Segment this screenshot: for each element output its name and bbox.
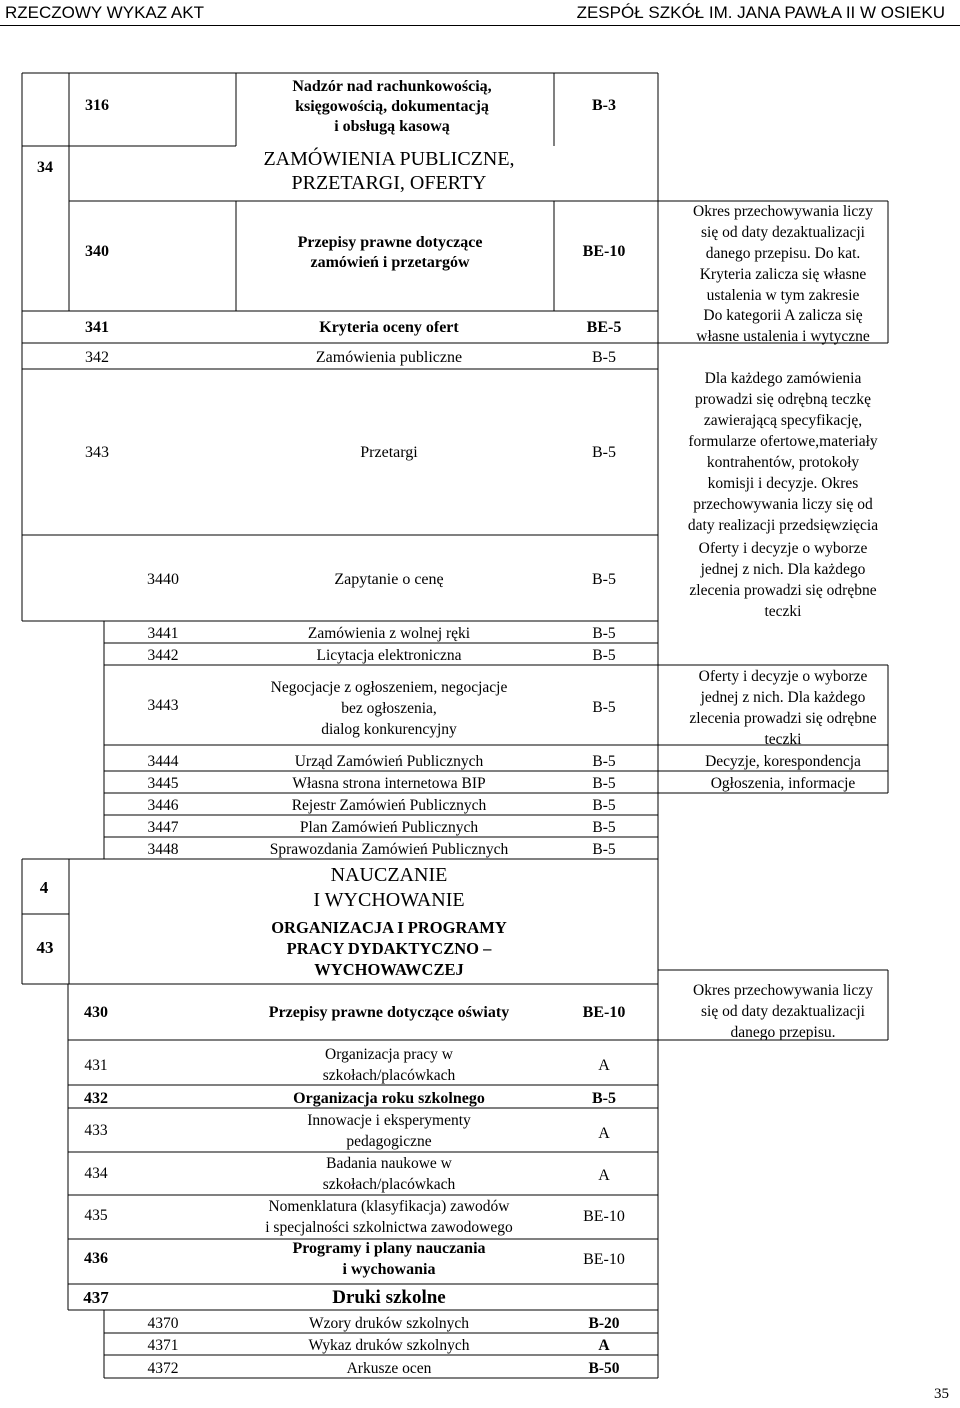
note-text xyxy=(693,203,873,304)
cell-line: Kryteria oceny ofert xyxy=(319,319,459,336)
item-number xyxy=(83,1288,109,1307)
item-number xyxy=(84,1090,108,1107)
cell-line: B-5 xyxy=(592,841,616,858)
note-text xyxy=(689,668,876,748)
cell-line: 3446 xyxy=(147,797,179,814)
category xyxy=(592,571,616,588)
cell-line: Zamówienia publiczne xyxy=(315,349,463,366)
cell-line: ORGANIZACJA I PROGRAMY xyxy=(271,918,507,937)
cell-line: Negocjacje z ogłoszeniem, negocjacje xyxy=(270,679,508,696)
header-right: ZESPÓŁ SZKÓŁ IM. JANA PAWŁA II W OSIEKU xyxy=(576,3,945,22)
item-number xyxy=(147,571,179,588)
cell-line: księgowością, dokumentacją xyxy=(295,98,489,115)
category xyxy=(592,625,616,642)
cell-line: 431 xyxy=(84,1057,108,1074)
cell-line: 3448 xyxy=(147,841,179,858)
cell-line: Organizacja roku szkolnego xyxy=(293,1090,485,1107)
cell-line: kontrahentów, protokoły xyxy=(706,454,860,471)
section-number xyxy=(37,159,53,176)
category xyxy=(589,1360,620,1377)
cell-line: 435 xyxy=(84,1207,108,1224)
cell-line: prowadzi się odrębną teczkę xyxy=(694,391,872,408)
cell-line: 3441 xyxy=(147,625,179,642)
category xyxy=(592,349,616,366)
cell-line: B-5 xyxy=(592,797,616,814)
item-title xyxy=(323,1155,456,1193)
item-number xyxy=(148,1337,179,1354)
item-title xyxy=(293,1090,485,1107)
cell-line: Arkusze ocen xyxy=(346,1360,432,1377)
category xyxy=(589,1315,620,1332)
cell-line: własne ustalenia i wytyczne xyxy=(696,328,870,345)
cell-line: I WYCHOWANIE xyxy=(313,889,465,911)
cell-line: B-5 xyxy=(592,571,616,588)
cell-line: zawierającą specyfikację, xyxy=(703,412,863,429)
cell-line: danego przepisu. Do kat. xyxy=(705,245,861,262)
cell-line: PRZETARGI, OFERTY xyxy=(291,172,487,194)
cell-line: B-5 xyxy=(592,775,616,792)
note-text xyxy=(693,982,873,1041)
category xyxy=(587,319,622,336)
cell-line: Decyzje, korespondencja xyxy=(705,753,861,770)
category xyxy=(583,1208,625,1225)
cell-line: BE-5 xyxy=(586,319,622,336)
cell-line: przechowywania liczy się od xyxy=(693,496,873,513)
cell-line: B-5 xyxy=(592,444,616,461)
cell-line: bez ogłoszenia, xyxy=(341,700,437,717)
item-number xyxy=(148,647,179,664)
item-number xyxy=(84,1122,108,1139)
item-number xyxy=(148,1360,179,1377)
cell-line: BE-10 xyxy=(582,1004,626,1021)
item-number xyxy=(85,349,109,366)
item-number xyxy=(148,1315,179,1332)
item-title xyxy=(292,797,487,814)
category xyxy=(583,1004,626,1021)
category xyxy=(598,1125,610,1142)
cell-line: Kryteria zalicza się własne xyxy=(699,266,867,283)
item-number xyxy=(148,819,179,836)
cell-line: B-50 xyxy=(588,1360,620,1377)
item-title xyxy=(300,819,478,836)
cell-line: Organizacja pracy w xyxy=(325,1046,453,1063)
item-title xyxy=(316,647,461,664)
item-title xyxy=(309,1315,469,1332)
category xyxy=(592,797,616,814)
item-number xyxy=(148,697,179,714)
cell-line: Oferty i decyzje o wyborze xyxy=(698,668,868,685)
item-title xyxy=(298,234,483,271)
cell-line: jednej z nich. Dla każdego xyxy=(700,689,866,706)
item-number xyxy=(84,1250,108,1267)
item-title xyxy=(360,444,418,461)
item-number xyxy=(85,319,109,336)
cell-line: Oferty i decyzje o wyborze xyxy=(698,540,868,557)
category xyxy=(592,1090,616,1107)
item-title xyxy=(309,1337,470,1354)
category xyxy=(598,1057,610,1074)
cell-line: Okres przechowywania liczy xyxy=(693,982,873,999)
section-title xyxy=(313,864,464,911)
cell-line: 3444 xyxy=(147,753,179,770)
item-title xyxy=(332,1287,446,1308)
cell-line: 3447 xyxy=(147,819,179,836)
cell-line: 433 xyxy=(84,1122,108,1139)
cell-line: B-5 xyxy=(592,699,616,716)
item-title xyxy=(319,319,459,336)
section-title xyxy=(271,918,507,979)
cell-line: Urząd Zamówień Publicznych xyxy=(294,753,484,770)
cell-line: i specjalności szkolnictwa zawodowego xyxy=(265,1219,513,1236)
cell-line: 3442 xyxy=(147,647,179,664)
cell-line: zlecenia prowadzi się odrębne xyxy=(689,582,877,599)
cell-line: B-5 xyxy=(592,1090,616,1107)
cell-line: teczki xyxy=(764,731,802,748)
note-text xyxy=(696,307,870,345)
cell-line: 34 xyxy=(37,159,53,176)
cell-line: Plan Zamówień Publicznych xyxy=(299,819,479,836)
cell-line: Innowacje i eksperymenty xyxy=(307,1112,471,1129)
category xyxy=(592,647,616,664)
category xyxy=(583,1251,625,1268)
category xyxy=(598,1337,610,1354)
cell-line: 43 xyxy=(36,938,54,957)
cell-line: 342 xyxy=(85,349,109,366)
cell-line: B-3 xyxy=(592,97,616,114)
cell-line: PRACY DYDAKTYCZNO – xyxy=(286,939,492,958)
cell-line: 3443 xyxy=(147,697,179,714)
cell-line: B-5 xyxy=(592,647,616,664)
header-left: RZECZOWY WYKAZ AKT xyxy=(5,3,204,22)
cell-line: pedagogiczne xyxy=(346,1133,432,1150)
cell-line: B-5 xyxy=(592,753,616,770)
cell-line: Badania naukowe w xyxy=(326,1155,452,1172)
cell-line: 340 xyxy=(85,243,109,260)
cell-line: 4371 xyxy=(147,1337,179,1354)
item-number xyxy=(84,1057,107,1074)
cell-line: 341 xyxy=(85,319,109,336)
item-title xyxy=(292,775,485,792)
item-title xyxy=(347,1360,432,1377)
cell-line: Wzory druków szkolnych xyxy=(308,1315,470,1332)
cell-line: B-20 xyxy=(588,1315,620,1332)
cell-line: NAUCZANIE xyxy=(330,864,448,886)
item-title xyxy=(270,841,509,858)
cell-line: zlecenia prowadzi się odrębne xyxy=(689,710,877,727)
note-text xyxy=(689,540,876,620)
cell-line: BE-10 xyxy=(583,1251,625,1268)
item-title xyxy=(334,571,443,588)
cell-line: się od daty dezaktualizacji xyxy=(701,224,865,241)
cell-line: Programy i plany nauczania xyxy=(292,1240,486,1257)
cell-line: BE-10 xyxy=(582,243,626,260)
cell-line: zamówień i przetargów xyxy=(310,254,470,271)
cell-line: A xyxy=(598,1125,610,1142)
cell-line: Nadzór nad rachunkowością, xyxy=(292,78,492,95)
cell-line: A xyxy=(598,1057,610,1074)
cell-line: szkołach/placówkach xyxy=(322,1176,456,1193)
item-title xyxy=(295,753,484,770)
cell-line: 3445 xyxy=(147,775,179,792)
cell-line: 3440 xyxy=(147,571,179,588)
cell-line: Okres przechowywania liczy xyxy=(693,203,873,220)
section-title xyxy=(263,146,514,194)
cell-line: i wychowania xyxy=(342,1261,436,1278)
cell-line: 436 xyxy=(84,1250,108,1267)
cell-line: ustalenia w tym zakresie xyxy=(706,287,860,304)
item-title xyxy=(307,1112,471,1150)
item-number xyxy=(85,444,109,461)
cell-line: i obsługą kasową xyxy=(334,118,450,135)
cell-line: 430 xyxy=(84,1004,108,1021)
cell-line: A xyxy=(598,1337,610,1354)
cell-line: jednej z nich. Dla każdego xyxy=(700,561,866,578)
item-number xyxy=(84,1207,108,1224)
category xyxy=(592,444,616,461)
item-number xyxy=(148,753,179,770)
cell-line: Sprawozdania Zamówień Publicznych xyxy=(269,841,509,858)
item-number xyxy=(148,625,179,642)
item-title xyxy=(269,1004,509,1021)
category xyxy=(583,243,626,260)
category xyxy=(592,775,616,792)
cell-line: Dla każdego zamówienia xyxy=(704,370,862,387)
cell-line: 4370 xyxy=(147,1315,179,1332)
item-number xyxy=(148,797,179,814)
cell-line: formularze ofertowe,materiały xyxy=(688,433,878,450)
section-number xyxy=(40,878,49,897)
cell-line: Do kategorii A zalicza się xyxy=(703,307,863,324)
cell-line: A xyxy=(598,1167,610,1184)
cell-line: się od daty dezaktualizacji xyxy=(701,1003,865,1020)
cell-line: Przetargi xyxy=(360,444,418,461)
cell-line: Zapytanie o cenę xyxy=(334,571,444,588)
cell-line: danego przepisu. xyxy=(730,1024,836,1041)
cell-line: 432 xyxy=(84,1090,108,1107)
cell-line: szkołach/placówkach xyxy=(322,1067,456,1084)
cell-line: WYCHOWAWCZEJ xyxy=(314,960,464,979)
cell-line: 343 xyxy=(85,444,109,461)
note-text xyxy=(705,753,861,770)
cell-line: komisji i decyzje. Okres xyxy=(707,475,859,492)
cell-line: Nomenklatura (klasyfikacja) zawodów xyxy=(268,1198,510,1215)
cell-line: Przepisy prawne dotyczące xyxy=(297,234,483,251)
item-number xyxy=(148,775,179,792)
item-number xyxy=(85,243,109,260)
cell-line: Zamówienia z wolnej ręki xyxy=(307,625,471,642)
cell-line: B-5 xyxy=(592,349,616,366)
cell-line: ZAMÓWIENIA PUBLICZNE, xyxy=(263,148,515,170)
item-title xyxy=(271,679,508,738)
category xyxy=(592,699,616,716)
category xyxy=(592,97,616,114)
cell-line: teczki xyxy=(764,603,802,620)
note-text xyxy=(711,775,856,792)
cell-line: Przepisy prawne dotyczące oświaty xyxy=(268,1004,510,1021)
section-number xyxy=(37,938,54,957)
cell-line: dialog konkurencyjny xyxy=(321,721,457,738)
cell-line: 4372 xyxy=(147,1360,179,1377)
cell-line: Wykaz druków szkolnych xyxy=(308,1337,470,1354)
item-title xyxy=(292,1240,485,1278)
page-number: 35 xyxy=(934,1386,949,1402)
cell-line: Druki szkolne xyxy=(332,1287,446,1308)
note-text xyxy=(688,370,878,534)
cell-line: 4 xyxy=(39,878,49,897)
cell-line: 434 xyxy=(84,1165,108,1182)
category xyxy=(598,1167,610,1184)
cell-line: Ogłoszenia, informacje xyxy=(710,775,856,792)
cell-line: 437 xyxy=(83,1288,109,1307)
category xyxy=(592,819,616,836)
cell-line: B-5 xyxy=(592,625,616,642)
item-number xyxy=(148,841,179,858)
cell-line: Licytacja elektroniczna xyxy=(316,647,462,664)
item-title xyxy=(308,625,471,642)
item-title xyxy=(323,1046,456,1084)
item-title xyxy=(316,349,462,366)
cell-line: BE-10 xyxy=(583,1208,625,1225)
item-number xyxy=(84,1165,108,1182)
category xyxy=(592,753,616,770)
cell-line: Rejestr Zamówień Publicznych xyxy=(291,797,487,814)
category xyxy=(592,841,616,858)
item-title xyxy=(265,1198,513,1236)
item-number xyxy=(84,1004,108,1021)
cell-line: Własna strona internetowa BIP xyxy=(292,775,486,792)
cell-line: B-5 xyxy=(592,819,616,836)
cell-line: daty realizacji przedsięwzięcia xyxy=(687,517,879,534)
item-number xyxy=(85,97,109,114)
item-title xyxy=(292,78,491,135)
cell-line: 316 xyxy=(85,97,109,114)
